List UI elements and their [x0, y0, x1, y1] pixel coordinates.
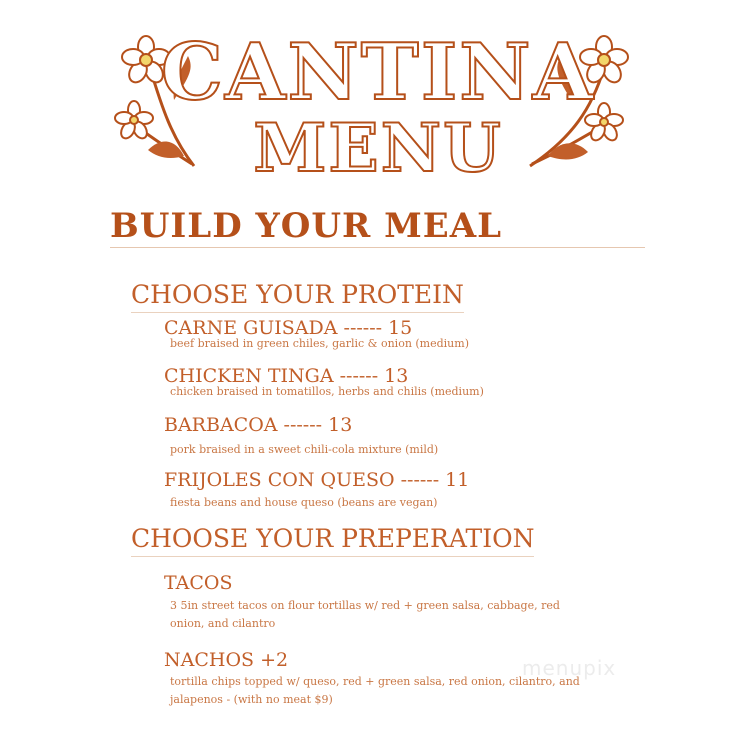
menu-item-carne-guisada-desc: beef braised in green chiles, garlic & onion (medium)	[170, 337, 469, 350]
section-heading: BUILD YOUR MEAL	[110, 206, 502, 246]
menu-item-nachos: NACHOS +2	[164, 649, 289, 671]
title-line-1: CANTINA	[160, 27, 596, 118]
menu-item-frijoles-con-queso: FRIJOLES CON QUESO ------ 11	[164, 469, 470, 491]
menu-item-tacos: TACOS	[164, 572, 233, 594]
menu-item-tacos-desc: 3 5in street tacos on flour tortillas w/ red + green salsa, cabbage, red onion, and cilantro	[170, 599, 560, 630]
watermark: menupix	[522, 656, 617, 680]
menu-item-frijoles-con-queso-desc: fiesta beans and house queso (beans are vegan)	[170, 496, 438, 509]
menu-item-nachos-desc: tortilla chips topped w/ queso, red + green salsa, red onion, cilantro, and jalapenos - (with no meat $9)	[170, 675, 580, 706]
menu-item-barbacoa-desc: pork braised in a sweet chili-cola mixture (mild)	[170, 443, 439, 456]
category-protein-heading: CHOOSE YOUR PROTEIN	[131, 280, 464, 313]
menu-item-chicken-tinga: CHICKEN TINGA ------ 13	[164, 365, 409, 387]
category-preparation-heading: CHOOSE YOUR PREPERATION	[131, 524, 534, 557]
divider	[110, 247, 645, 248]
menu-item-barbacoa: BARBACOA ------ 13	[164, 414, 353, 436]
title-line-2: MENU	[253, 109, 503, 187]
menu-item-carne-guisada: CARNE GUISADA ------ 15	[164, 317, 413, 339]
menu-item-chicken-tinga-desc: chicken braised in tomatillos, herbs and chilis (medium)	[170, 385, 484, 398]
